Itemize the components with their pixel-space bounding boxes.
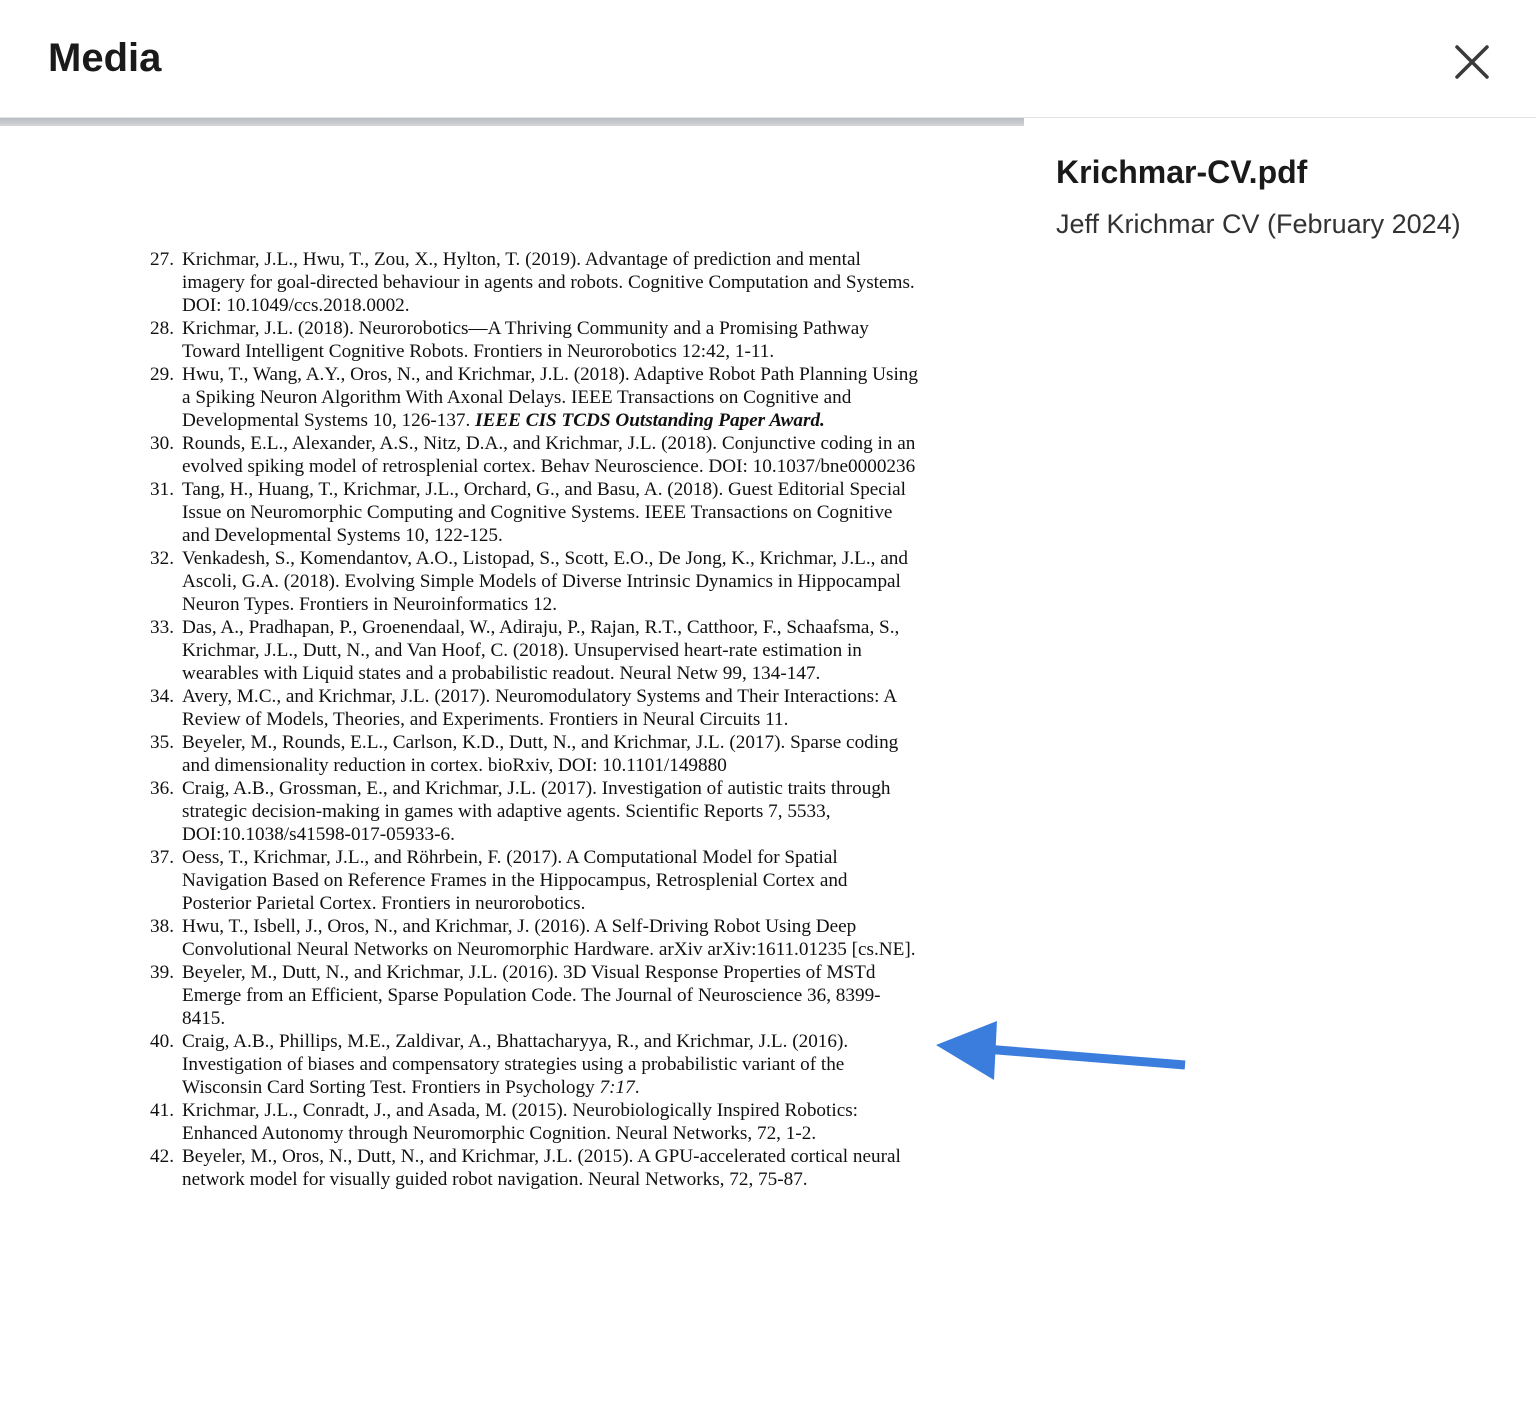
publication-text: Krichmar, J.L., Hwu, T., Zou, X., Hylton, T. (2019). Advantage of prediction and mental imagery for goal-directed behaviour in agents and robots. Cognitive Computation and Systems. DOI: 10.1049/ccs.2018.0002.: [182, 249, 915, 316]
modal-title: Media: [48, 36, 162, 80]
publication-item: [150, 248, 920, 317]
publication-number: 42.: [150, 1146, 174, 1167]
publication-text: Hwu, T., Wang, A.Y., Oros, N., and Krichmar, J.L. (2018). Adaptive Robot Path Planning Using a Spiking Neuron Algorithm With Axonal Delays. IEEE Transactions on Cognitive and Developmental Systems 10, 126-137.: [182, 364, 918, 431]
publication-item: [150, 478, 920, 547]
publication-item: [150, 961, 920, 1030]
publication-number: 35.: [150, 732, 174, 753]
file-name: Krichmar-CV.pdf: [1056, 154, 1308, 190]
publication-item: [150, 547, 920, 616]
publication-item: [150, 915, 920, 961]
publication-text: Krichmar, J.L., Conradt, J., and Asada, M. (2015). Neurobiologically Inspired Robotics: Enhanced Autonomy through Neuromorphic Cognition. Neural Networks, 72, 1-2.: [182, 1100, 859, 1144]
publication-text: Avery, M.C., and Krichmar, J.L. (2017). Neuromodulatory Systems and Their Interactions: A Review of Models, Theories, and Experiments. Frontiers in Neural Circuits 11.: [182, 686, 896, 730]
publication-text: Venkadesh, S., Komendantov, A.O., Listopad, S., Scott, E.O., De Jong, K., Krichmar, J.L., and Ascoli, G.A. (2018). Evolving Simple Models of Diverse Intrinsic Dynamics in Hippocampal Neuron Types. Frontiers in Neuroinformatics 12.: [182, 548, 908, 615]
publication-text: Beyeler, M., Oros, N., Dutt, N., and Krichmar, J.L. (2015). A GPU-accelerated cortical neural network model for visually guided robot navigation. Neural Networks, 72, 75-87.: [182, 1146, 901, 1190]
publication-number: 32.: [150, 548, 174, 569]
publication-item: [150, 363, 920, 432]
publication-text: Beyeler, M., Dutt, N., and Krichmar, J.L. (2016). 3D Visual Response Properties of MSTd Emerge from an Efficient, Sparse Population Code. The Journal of Neuroscience 36, 8399-8415.: [182, 962, 881, 1029]
publication-item: [150, 731, 920, 777]
publication-number: 38.: [150, 916, 174, 937]
publication-text: Das, A., Pradhapan, P., Groenendaal, W., Adiraju, P., Rajan, R.T., Catthoor, F., Schaafsma, S., Krichmar, J.L., Dutt, N., and Van Hoof, C. (2018). Unsupervised heart-rate estimation in wearables with Liquid states and a probabilistic readout. Neural Netw 99, 134-147.: [182, 617, 900, 684]
file-info-panel: [1024, 118, 1536, 1423]
publication-award: IEEE CIS TCDS Outstanding Paper Award.: [475, 410, 825, 431]
publication-number: 36.: [150, 778, 174, 799]
publication-end: .: [634, 1077, 640, 1098]
publication-text: Craig, A.B., Phillips, M.E., Zaldivar, A., Bhattacharyya, R., and Krichmar, J.L. (2016). Investigation of biases and compensatory strategies using a probabilistic variant of the Wisconsin Card Sorting Test. Frontiers in Psychology: [182, 1031, 849, 1098]
publication-item: [150, 432, 920, 478]
document-viewer[interactable]: [0, 118, 1024, 1423]
modal-header: [0, 0, 1536, 118]
publication-number: 39.: [150, 962, 174, 983]
publication-text: Oess, T., Krichmar, J.L., and Röhrbein, F. (2017). A Computational Model for Spatial Navigation Based on Reference Frames in the Hippocampus, Retrosplenial Cortex and Posterior Parietal Cortex. Frontiers in neurorobotics.: [182, 847, 848, 914]
publication-number: 31.: [150, 479, 174, 500]
publication-number: 30.: [150, 433, 174, 454]
publication-number: 33.: [150, 617, 174, 638]
publication-number: 40.: [150, 1031, 174, 1052]
publication-volume: 7:17: [599, 1077, 635, 1098]
file-description: Jeff Krichmar CV (February 2024): [1056, 209, 1461, 239]
publication-item: [150, 1145, 920, 1191]
publication-text: Krichmar, J.L. (2018). Neurorobotics—A Thriving Community and a Promising Pathway Toward Intelligent Cognitive Robots. Frontiers in Neurorobotics 12:42, 1-11.: [182, 318, 869, 362]
publication-number: 28.: [150, 318, 174, 339]
close-icon: [1444, 34, 1500, 90]
publication-text: Rounds, E.L., Alexander, A.S., Nitz, D.A., and Krichmar, J.L. (2018). Conjunctive coding in an evolved spiking model of retrosplenial cortex. Behav Neuroscience. DOI: 10.1037/bne0000236: [182, 433, 916, 477]
publication-item: [150, 685, 920, 731]
publication-item: [150, 1030, 920, 1099]
publication-text: Tang, H., Huang, T., Krichmar, J.L., Orchard, G., and Basu, A. (2018). Guest Editorial Special Issue on Neuromorphic Computing and Cognitive Systems. IEEE Transactions on Cognitive and Developmental Systems 10, 122-125.: [182, 479, 907, 546]
publication-item: [150, 616, 920, 685]
close-button[interactable]: [1444, 34, 1500, 90]
publication-number: 27.: [150, 249, 174, 270]
publication-text: Craig, A.B., Grossman, E., and Krichmar, J.L. (2017). Investigation of autistic traits through strategic decision-making in games with adaptive agents. Scientific Reports 7, 5533, DOI:10.1038/s41598-017-05933-6.: [182, 778, 891, 845]
publication-number: 34.: [150, 686, 174, 707]
publication-item: [150, 317, 920, 363]
publication-item: [150, 1099, 920, 1145]
annotation-arrow-icon: [930, 1015, 1190, 1090]
publication-text: Hwu, T., Isbell, J., Oros, N., and Krichmar, J. (2016). A Self-Driving Robot Using Deep Convolutional Neural Networks on Neuromorphic Hardware. arXiv arXiv:1611.01235 [cs.NE].: [182, 916, 916, 960]
publication-item: [150, 846, 920, 915]
publication-number: 37.: [150, 847, 174, 868]
publication-number: 41.: [150, 1100, 174, 1121]
publication-item: [150, 777, 920, 846]
publication-text: Beyeler, M., Rounds, E.L., Carlson, K.D., Dutt, N., and Krichmar, J.L. (2017). Sparse coding and dimensionality reduction in cortex. bioRxiv, DOI: 10.1101/149880: [182, 732, 899, 776]
publication-number: 29.: [150, 364, 174, 385]
publication-list: [150, 248, 920, 1191]
document-top-edge: [0, 118, 1024, 126]
